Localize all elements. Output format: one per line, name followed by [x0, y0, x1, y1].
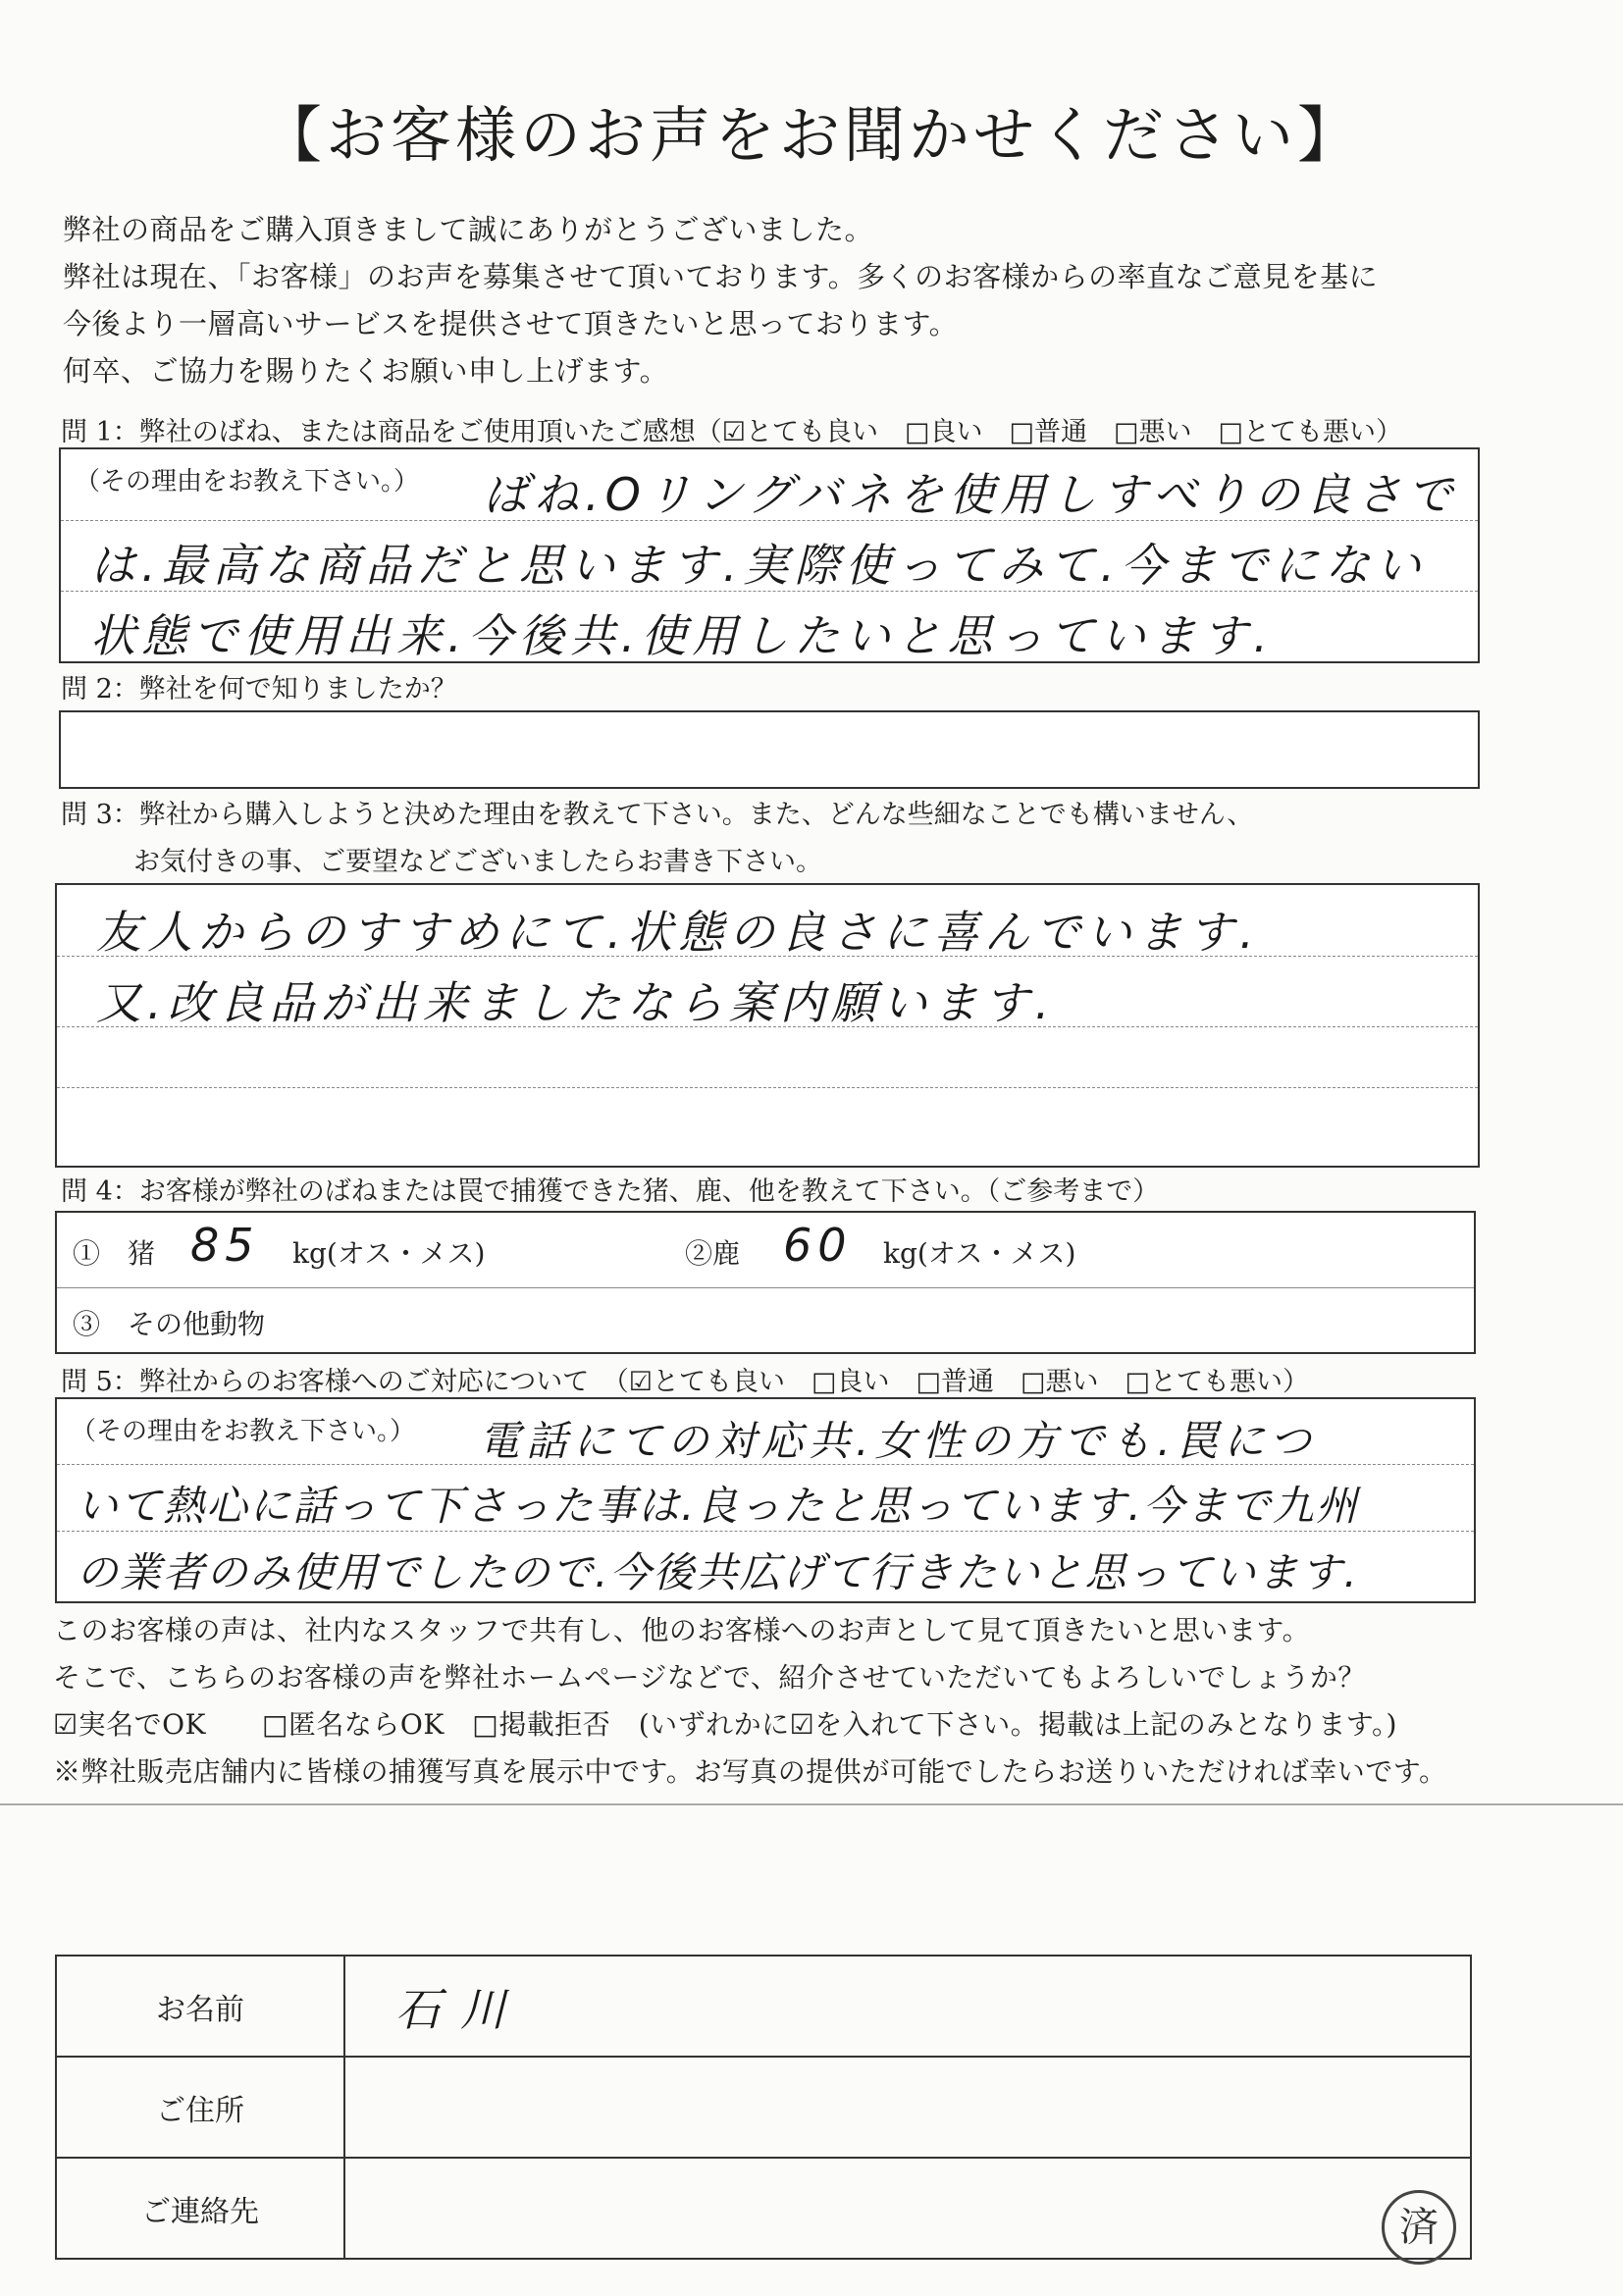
boar-unit: kg(オス・メス) [292, 1237, 486, 1270]
q1-options[interactable]: （☑とても良い □良い □普通 □悪い □とても悪い） [695, 417, 1403, 447]
cut-line [0, 1803, 1623, 1805]
consent-line-1: このお客様の声は、社内なスタッフで共有し、他のお客様へのお声として見て頂きたいと思います。 [53, 1614, 1311, 1646]
q3-answer-line-1: 友人からのすすめにて.状態の良さに喜んでいます. [96, 906, 1260, 959]
contact-label: ご連絡先 [56, 2158, 344, 2259]
completed-stamp: 済 [1382, 2190, 1456, 2265]
q5-label: 問 5：弊社からのお客様へのご対応について （☑とても良い □良い □普通 □悪い □とても悪い） [61, 1367, 1309, 1397]
intro-line-1: 弊社の商品をご購入頂きまして誠にありがとうございました。 [63, 213, 874, 246]
deer-label: ②鹿 [685, 1237, 741, 1270]
q5-answer-box[interactable] [55, 1397, 1476, 1603]
name-value: 石川 [395, 1982, 525, 2036]
q1-answer-line-2: は.最高な商品だと思います.実際使ってみて.今までにない [90, 539, 1427, 592]
consent-options[interactable]: ☑実名でOK □匿名ならOK □掲載拒否 (いずれかに☑を入れて下さい。掲載は上記のみとなります。) [53, 1708, 1397, 1741]
boar-weight: 85 [190, 1219, 260, 1272]
q3-answer-box[interactable] [55, 883, 1480, 1168]
q3-label: 問 3：弊社から購入しようと決めた理由を教えて下さい。また、どんな些細なことでも構いません、 [61, 800, 1254, 830]
intro-line-3: 今後より一層高いサービスを提供させて頂きたいと思っております。 [63, 307, 959, 340]
customer-info-table [55, 1955, 1472, 2260]
contact-field[interactable] [344, 2158, 1471, 2259]
q2-answer-box[interactable] [59, 710, 1480, 789]
intro-line-2: 弊社は現在、「お客様」のお声を募集させて頂いております。多くのお客様からの率直なご意見を基に [63, 260, 1379, 293]
q4-answer-box[interactable] [55, 1211, 1476, 1354]
q1-answer-box[interactable] [59, 447, 1480, 663]
q4-label: 問 4：お客様が弊社のばねまたは罠で捕獲できた猪、鹿、他を教えて下さい。（ご参考まで） [61, 1176, 1160, 1207]
q5-reason-label: （その理由をお教え下さい。） [71, 1417, 416, 1446]
other-animal-label: ③ その他動物 [73, 1308, 266, 1340]
boar-label: ① 猪 [73, 1237, 156, 1270]
intro-line-4: 何卒、ご協力を賜りたくお願い申し上げます。 [63, 354, 669, 388]
q5-answer-line-2: いて熱心に話って下さった事は.良ったと思っています.今まで九州 [77, 1482, 1359, 1530]
q1-answer-line-3: 状態で使用出来.今後共.使用したいと思っています. [90, 609, 1274, 662]
q5-options[interactable]: （☑とても良い □良い □普通 □悪い □とても悪い） [615, 1367, 1309, 1397]
deer-unit: kg(オス・メス) [883, 1237, 1076, 1270]
q1-answer-line-1: ばね.Oリングバネを使用しすべりの良さで [483, 468, 1459, 521]
consent-note: ※弊社販売店舗内に皆様の捕獲写真を展示中です。お写真の提供が可能でしたらお送りいただければ幸いです。 [53, 1755, 1447, 1788]
q5-answer-line-3: の業者のみ使用でしたので.今後共広げて行きたいと思っています. [77, 1548, 1359, 1596]
q3-label-2: お気付きの事、ご要望などございましたらお書き下さい。 [133, 847, 822, 877]
name-field[interactable] [344, 1956, 1471, 2057]
address-label: ご住所 [56, 2057, 344, 2158]
page-title: 【お客様のお声をお聞かせください】 [260, 99, 1362, 171]
q1-label: 問 1：弊社のばね、または商品をご使用頂いたご感想（☑とても良い □良い □普通 □悪い □とても悪い） [61, 417, 1403, 447]
q2-label: 問 2：弊社を何で知りましたか？ [61, 674, 457, 704]
q1-reason-label: （その理由をお教え下さい。） [75, 467, 420, 496]
consent-line-2: そこで、こちらのお客様の声を弊社ホームページなどで、紹介させていただいてもよろしいでしょうか？ [53, 1661, 1366, 1694]
address-field[interactable] [344, 2057, 1471, 2158]
name-label: お名前 [56, 1956, 344, 2057]
q3-answer-line-2: 又.改良品が出来ましたなら案内願います. [96, 976, 1056, 1029]
deer-weight: 60 [783, 1219, 853, 1272]
q5-answer-line-1: 電話にての対応共.女性の方でも.罠につ [479, 1417, 1317, 1465]
